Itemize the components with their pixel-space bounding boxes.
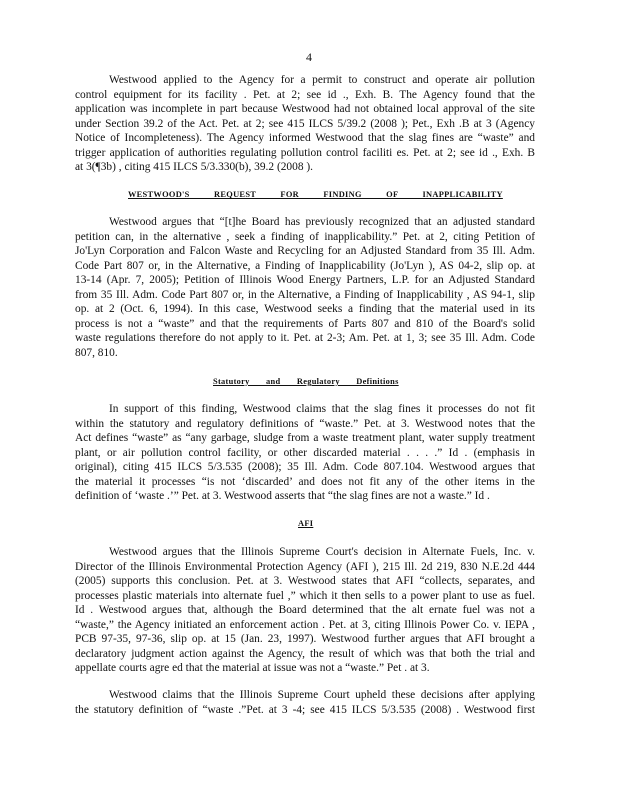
text-line: appellate courts agre ed that the material at issue was not a “waste.” Pet . at 3.: [75, 662, 430, 674]
text-line: Westwood argues that the Illinois Supreme Court's decision in Alternate Fuels, Inc. v.: [109, 546, 535, 558]
text-line: under Section 39.2 of the Act. Pet. at 2; see 415 ILCS 5/39.2 (2008 ); Pet., Exh .B at 3 (Agency: [75, 117, 535, 130]
text-line: 13-14 (Apr. 7, 2005); Petition of Illinois Wood Energy Partners, L.P. for an Adjusted Standard: [75, 274, 535, 286]
text-line: control equipment for its facility . Pet. at 2; see id ., Exh. B. The Agency found that the: [75, 88, 535, 101]
text-line: plant, or air pollution control facility, or other discarded material . . . .” Id . (emphasis in: [75, 446, 535, 459]
text-line: within the statutory and regulatory definitions of “waste.” Pet. at 3. Westwood notes that the: [75, 417, 535, 430]
text-line: Code Part 807 or, in the Alternative, a Finding of Inapplicability (Jo'Lyn ), AS 04-2, slip op. at: [75, 259, 535, 272]
text-line: Director of the Illinois Environmental Protection Agency (AFI ), 215 Ill. 2d 219, 830 N.E.2d 444: [75, 560, 535, 573]
text-line: processes plastic materials into alternate fuel ,” which it then sells to a power plant to use as fuel.: [75, 589, 535, 602]
text-line: Id . Westwood argues that, although the Board determined that the alt ernate fuel was not a: [75, 604, 535, 616]
text-line: Notice of Incompleteness). The Agency informed Westwood that the slag fines are “waste” and: [75, 132, 535, 144]
paragraph-request-argument: [75, 215, 535, 360]
text-line: application was incomplete in part because Westwood had not obtained local approval of the site: [75, 103, 535, 115]
paragraph-statutory-definitions: [75, 402, 535, 504]
text-line: 807, 810.: [75, 346, 118, 359]
paragraph-permit-application: [75, 73, 535, 175]
section-heading-statutory: Statutory and Regulatory Definitions: [213, 377, 399, 386]
text-line: original), citing 415 ILCS 5/3.535 (2008); 35 Ill. Adm. Code 807.104. Westwood argues that: [75, 461, 535, 473]
paragraph-supreme-court: [75, 688, 535, 717]
text-line: “waste,” the Agency initiated an enforcement action . Pet. at 3, citing Illinois Power Co. v. IEPA ,: [75, 618, 535, 631]
text-line: op. at 2 (Oct. 6, 1994). In this case, Westwood seeks a finding that the material used in its: [75, 303, 535, 315]
text-line: the material it processes “is not ‘discarded’ and does not fit any of the other items in the: [75, 475, 535, 488]
text-line: Act defines “waste” as “any garbage, sludge from a waste treatment plant, water supply treatment: [75, 432, 535, 444]
text-line: at 3(¶3b) , citing 415 ILCS 5/3.330(b), 39.2 (2008 ).: [75, 161, 314, 173]
text-line: In support of this finding, Westwood claims that the slag fines it processes do not fit: [109, 403, 535, 415]
text-line: Westwood applied to the Agency for a permit to construct and operate air pollution: [109, 74, 535, 86]
text-line: Jo'Lyn Corporation and Falcon Waste and Recycling for an Adjusted Standard from 35 Ill. Adm.: [75, 245, 535, 257]
text-line: trigger application of authorities regulating pollution control faciliti es. Pet. at 2; see id ., Exh. B: [75, 146, 535, 159]
text-line: declaratory judgment action against the Agency, the result of which was that both the trial and: [75, 647, 535, 660]
text-line: from 35 Ill. Adm. Code Part 807 or, in the Alternative, a Finding of Inapplicability , AS 94-1, slip: [75, 288, 535, 301]
text-line: process is not a “waste” and that the requirements of Parts 807 and 810 of the Board's solid: [75, 317, 535, 330]
paragraph-afi-decision: [75, 545, 535, 676]
page-number: 4: [306, 50, 312, 64]
text-line: Westwood argues that “[t]he Board has previously recognized that an adjusted standard: [109, 216, 535, 228]
text-line: petition can, in the alternative , seek a finding of inapplicability.” Pet. at 2, citing Petition of: [75, 230, 535, 243]
text-line: Westwood claims that the Illinois Supreme Court upheld these decisions after applying: [109, 689, 535, 701]
text-line: waste regulations therefore do not apply to it. Pet. at 2-3; Am. Pet. at 1, 3; see 35 Ill. Adm. Code: [75, 332, 535, 344]
text-line: the statutory definition of “waste .”Pet. at 3 -4; see 415 ILCS 5/3.535 (2008) . Westwood first: [75, 703, 535, 716]
section-heading-request: WESTWOOD'S REQUEST FOR FINDING OF INAPPLICABILITY: [128, 190, 503, 199]
text-line: definition of ‘waste .’” Pet. at 3. Westwood asserts that “the slag fines are not a waste.” Id .: [75, 490, 490, 502]
section-heading-afi: AFI: [298, 519, 314, 528]
text-line: (2005) supports this conclusion. Pet. at 3. Westwood states that AFI “collects, separates, and: [75, 575, 535, 587]
text-line: PCB 97-35, 97-36, slip op. at 15 (Jan. 23, 1997). Westwood further argues that AFI brought a: [75, 633, 535, 645]
